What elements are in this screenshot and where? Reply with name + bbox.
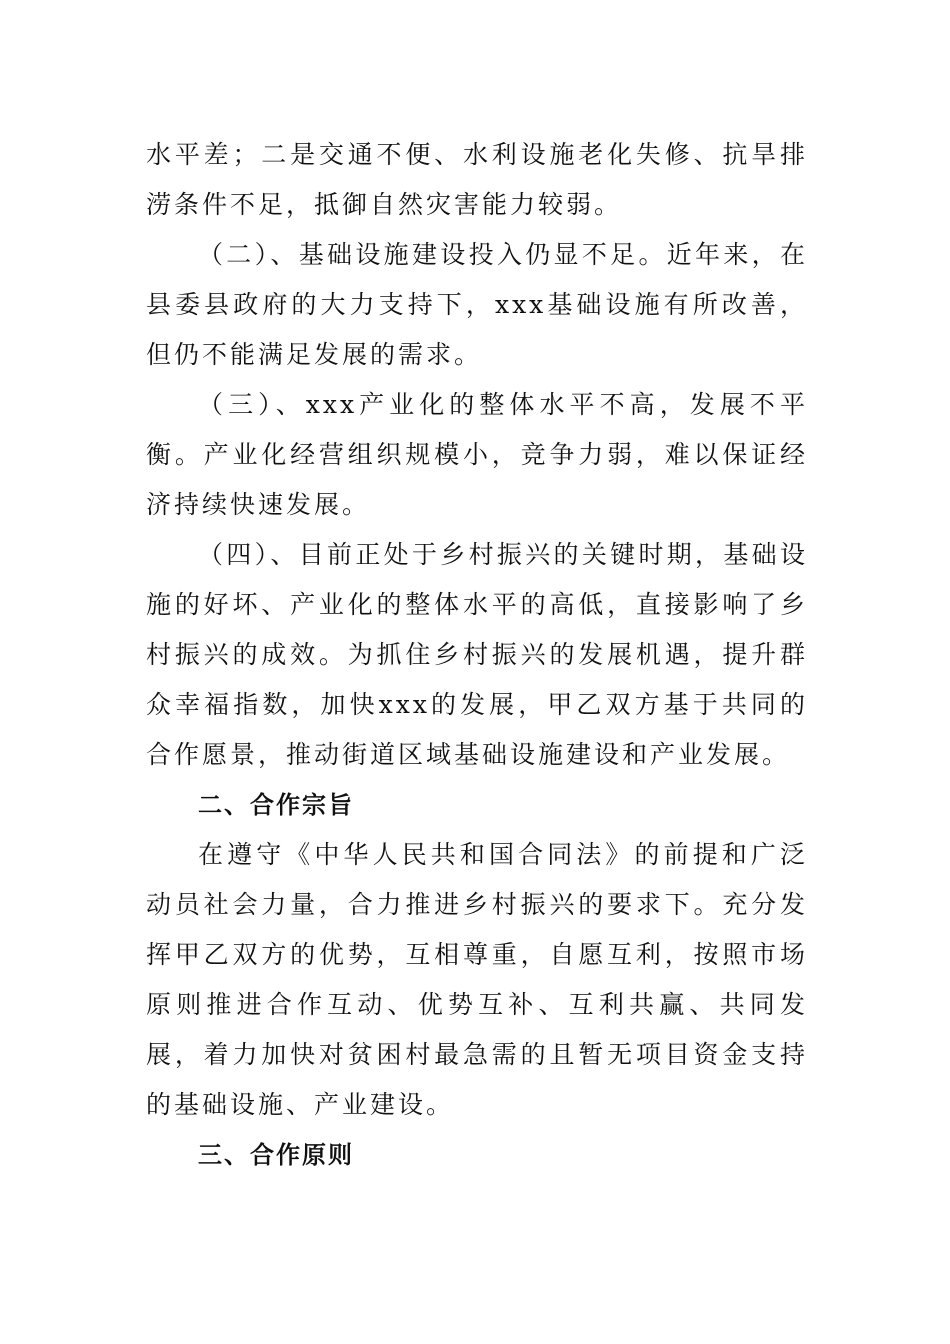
paragraph-item-2: （二）、基础设施建设投入仍显不足。近年来，在县委县政府的大力支持下，xxx基础设施有所改善，但仍不能满足发展的需求。: [146, 240, 808, 369]
section-heading-purpose: 二、合作宗旨: [198, 791, 354, 819]
paragraph-item-4: （四）、目前正处于乡村振兴的关键时期，基础设施的好坏、产业化的整体水平的高低，直接影响了乡村振兴的成效。为抓住乡村振兴的发展机遇，提升群众幸福指数，加快xxx的发展，甲乙双方基于共同的合作愿景，推动街道区域基础设施建设和产业发展。: [146, 540, 808, 769]
document-body: [146, 130, 808, 1180]
paragraph-continuation: 水平差；二是交通不便、水利设施老化失修、抗旱排涝条件不足，抵御自然灾害能力较弱。: [146, 140, 808, 219]
paragraph-purpose: 在遵守《中华人民共和国合同法》的前提和广泛动员社会力量，合力推进乡村振兴的要求下。充分发挥甲乙双方的优势，互相尊重，自愿互利，按照市场原则推进合作互动、优势互补、互利共赢、共同发展，着力加快对贫困村最急需的且暂无项目资金支持的基础设施、产业建设。: [146, 840, 808, 1119]
paragraph-item-3: （三）、xxx产业化的整体水平不高，发展不平衡。产业化经营组织规模小，竞争力弱，难以保证经济持续快速发展。: [146, 390, 808, 519]
section-heading-principles: 三、合作原则: [198, 1141, 354, 1169]
